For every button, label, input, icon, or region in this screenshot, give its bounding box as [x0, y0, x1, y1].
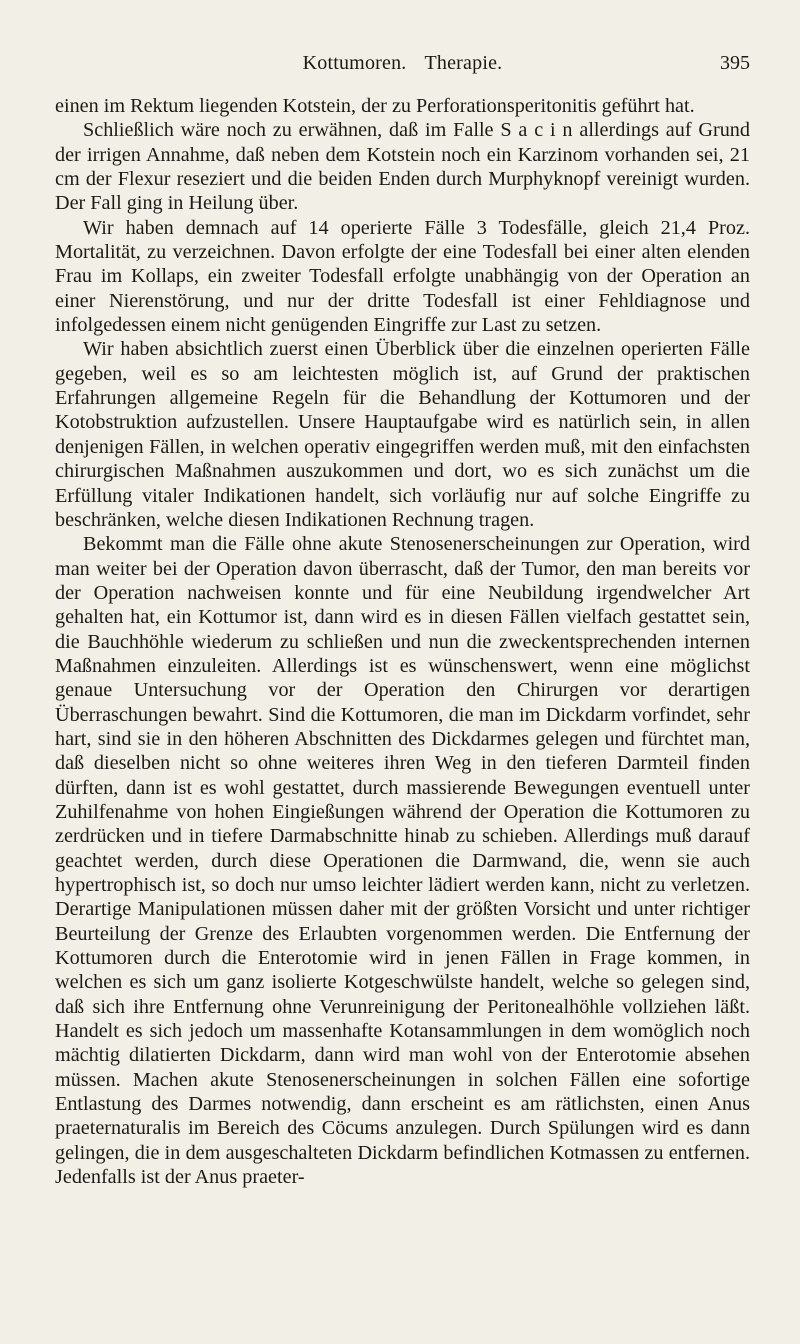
running-title [55, 52, 750, 75]
body-text [55, 94, 750, 1189]
paragraph-overview: Wir haben absichtlich zuerst einen Überblick über die einzelnen operierten Fälle gegeben, weil es so am leichtesten möglich ist, auf Grund der praktischen Erfahrungen allgemeine Regeln für die Behandlung der Kottumoren und der Kotobstruktion aufzustellen. Unsere Hauptaufgabe wird es natürlich sein, in allen denjenigen Fällen, in welchen operativ eingegriffen werden muß, mit den einfachsten chirurgischen Maßnahmen auszukommen und dort, wo es sich zunächst um die Erfüllung vitaler Indikationen handelt, sich vorläufig nur auf solche Eingriffe zu beschränken, welche diesen Indikationen Rechnung tragen. [55, 338, 750, 531]
running-title-section: Therapie. [424, 52, 503, 74]
page-number: 395 [720, 52, 750, 74]
paragraph-mortality: Wir haben demnach auf 14 operierte Fälle 3 Todesfälle, gleich 21,4 Proz. Mortalität, zu verzeichnen. Davon erfolgte der eine Todesfall bei einer alten elenden Frau im Kollaps, ein zweiter Todesfall erfolgte unabhängig von der Operation an einer Nierenstörung, und nur der dritte Todesfall ist einer Fehldiagnose und infolgedessen einem nicht genügenden Eingriffe zur Last zu setzen. [55, 216, 750, 337]
paragraph-continuation: einen im Rektum liegenden Kotstein, der zu Perforationsperitonitis geführt hat. [55, 95, 695, 117]
paragraph-sacin-case: Schließlich wäre noch zu erwähnen, daß im Falle S a c i n allerdings auf Grund der irrigen Annahme, daß neben dem Kotstein noch ein Karzinom vorhanden sei, 21 cm der Flexur reseziert und die beiden Enden durch Murphyknopf vereinigt wurden. Der Fall ging in Heilung über. [55, 119, 750, 215]
running-head [55, 0, 750, 78]
paragraph-operation: Bekommt man die Fälle ohne akute Stenosenerscheinungen zur Operation, wird man weiter bei der Operation davon überrascht, daß der Tumor, den man bereits vor der Operation nachweisen konnte und für eine Neubildung irgendwelcher Art gehalten hat, ein Kottumor ist, dann wird es in diesen Fällen vielfach gestattet sein, die Bauchhöhle wiederum zu schließen und nun die zweckentsprechenden internen Maßnahmen einzuleiten. Allerdings ist es wünschenswert, wenn eine möglichst genaue Untersuchung vor der Operation den Chirurgen vor derartigen Überraschungen bewahrt. Sind die Kottumoren, die man im Dickdarm vorfindet, sehr hart, sind sie in den höheren Abschnitten des Dickdarmes gelegen und fürchtet man, daß dieselben nicht so ohne weiteres ihren Weg in den tieferen Darmteil finden dürften, dann ist es wohl gestattet, durch massierende Bewegungen eventuell unter Zuhilfenahme von hohen Eingießungen während der Operation die Kottumoren zu zerdrücken und in tiefere Darmabschnitte hinab zu schieben. Allerdings muß darauf geachtet werden, durch diese Operationen die Darmwand, die, wenn sie auch hypertrophisch ist, so doch nur umso leichter lädiert werden kann, nicht zu verletzen. Derartige Manipulationen müssen daher mit der größten Vorsicht und unter richtiger Beurteilung der Grenze des Erlaubten vorgenommen werden. Die Entfernung der Kottumoren durch die Enterotomie wird in jenen Fällen in Frage kommen, in welchen es sich um ganz isolierte Kotgeschwülste handelt, welche so gelegen sind, daß sich ihre Entfernung ohne Verunreinigung der Peritonealhöhle vollziehen läßt. Handelt es sich jedoch um massenhafte Kotansammlungen in dem womöglich noch mächtig dilatierten Dickdarm, dann wird man wohl von der Enterotomie absehen müssen. Machen akute Stenosenerscheinungen in solchen Fällen eine sofortige Entlastung des Darmes notwendig, dann erscheint es am rätlichsten, einen Anus praeternaturalis im Bereich des Cöcums anzulegen. Durch Spülungen wird es dann gelingen, die in dem ausgeschalteten Dickdarm befindlichen Kotmassen zu entfernen. Jedenfalls ist der Anus praeter- [55, 533, 750, 1189]
running-title-chapter: Kottumoren. [302, 52, 407, 74]
